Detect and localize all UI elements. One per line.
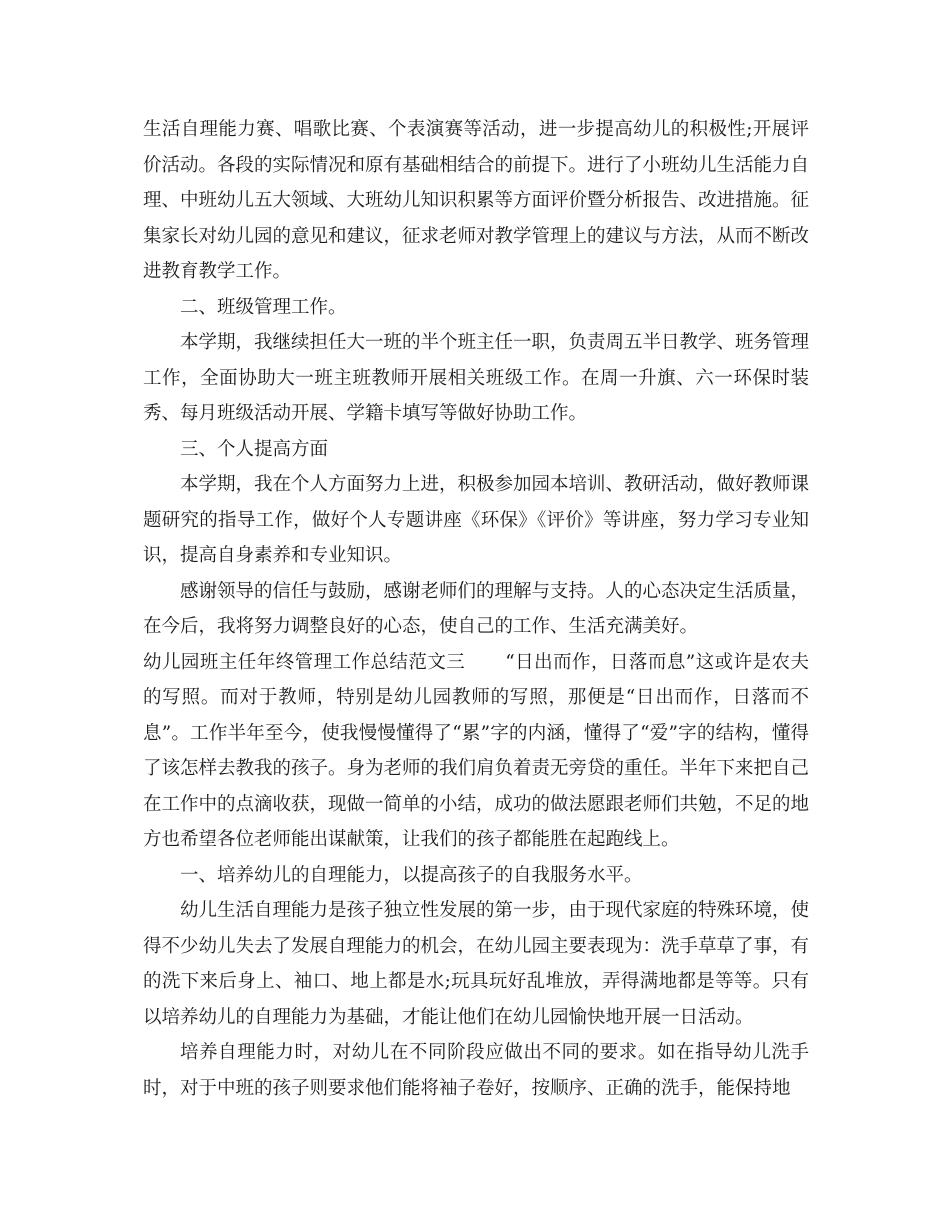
paragraph-activities: 生活自理能力赛、唱歌比赛、个表演赛等活动，进一步提高幼儿的积极性;开展评价活动。各段的实际情况和原有基础相结合的前提下。进行了小班幼儿生活能力自理、中班幼儿五大领域、大班幼儿知识积累等方面评价暨分析报告、改进措施。征集家长对幼儿园的意见和建议，征求老师对教学管理上的建议与方法，从而不断改进教育教学工作。	[143, 119, 810, 282]
section-three	[143, 645, 809, 858]
heading-self-care: 一、培养幼儿的自理能力，以提高孩子的自我服务水平。	[180, 864, 643, 886]
heading-class-management: 二、班级管理工作。	[180, 296, 347, 318]
heading-personal-improvement: 三、个人提高方面	[180, 438, 329, 460]
paragraph-personal-improvement: 本学期，我在个人方面努力上进，积极参加园本培训、教研活动，做好教师课题研究的指导工作，做好个人专题讲座《环保》《评价》等讲座，努力学习专业知识，提高自身素养和专业知识。	[143, 474, 810, 566]
paragraph-stage-requirements: 培养自理能力时，对幼儿在不同阶段应做出不同的要求。如在指导幼儿洗手时，对于中班的孩子则要求他们能将袖子卷好，按顺序、正确的洗手，能保持地	[143, 1042, 809, 1099]
document-body	[143, 112, 809, 1106]
section-intro: “日出而作，日落而息”这或许是农夫的写照。而对于教师，特别是幼儿园教师的写照，那便是“日出而作，日落而不息”。工作半年至今，使我慢慢懂得了“累”字的内涵，懂得了“爱”字的结构，懂得了该怎样去教我的孩子。身为老师的我们肩负着责无旁贷的重任。半年下来把自己在工作中的点滴收获，现做一简单的小结，成功的做法愿跟老师们共勉，不足的地方也希望各位老师能出谋献策，让我们的孩子都能胜在起跑线上。	[143, 651, 810, 850]
section-title: 幼儿园班主任年终管理工作总结范文三	[143, 651, 466, 673]
paragraph-thanks: 感谢领导的信任与鼓励，感谢老师们的理解与支持。人的心态决定生活质量，在今后，我将努力调整良好的心态，使自己的工作、生活充满美好。	[143, 580, 810, 637]
paragraph-class-management: 本学期，我继续担任大一班的半个班主任一职，负责周五半日教学、班务管理工作，全面协助大一班主班教师开展相关班级工作。在周一升旗、六一环保时装秀、每月班级活动开展、学籍卡填写等做好协助工作。	[143, 332, 810, 424]
paragraph-self-care: 幼儿生活自理能力是孩子独立性发展的第一步，由于现代家庭的特殊环境，使得不少幼儿失去了发展自理能力的机会，在幼儿园主要表现为：洗手草草了事，有的洗下来后身上、袖口、地上都是水;玩具玩好乱堆放，弄得满地都是等等。只有以培养幼儿的自理能力为基础，才能让他们在幼儿园愉快地开展一日活动。	[143, 900, 810, 1028]
